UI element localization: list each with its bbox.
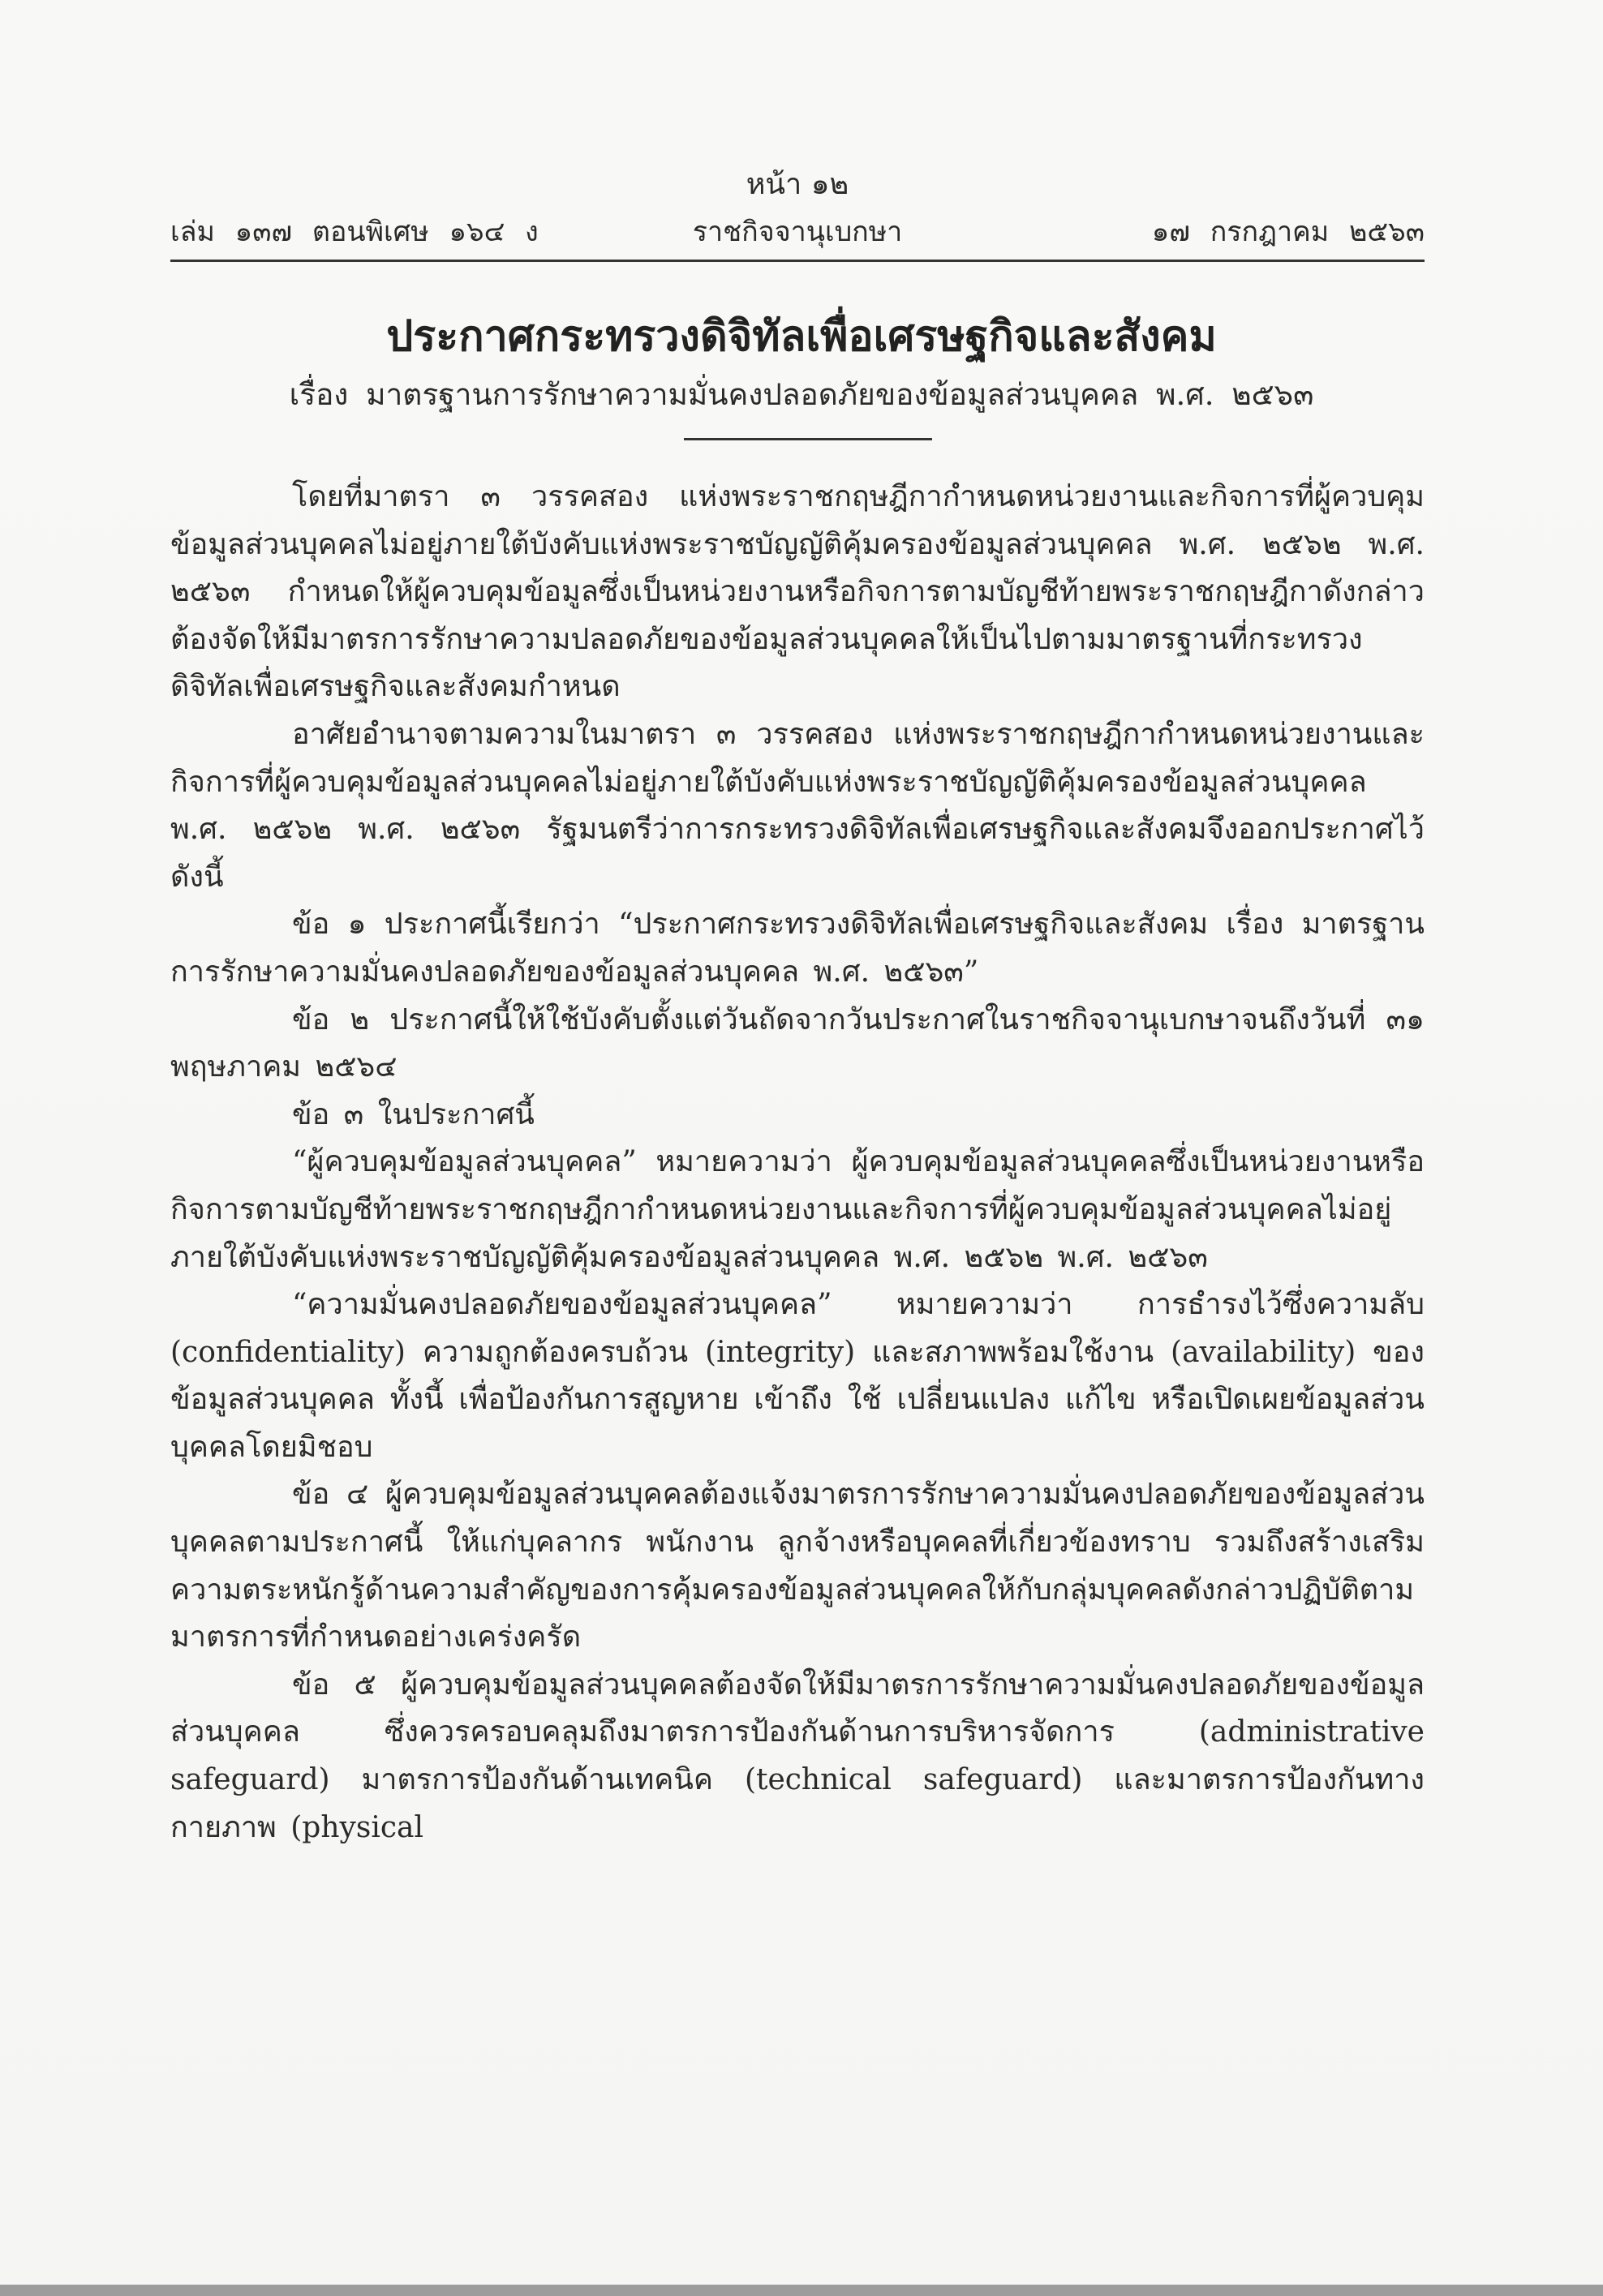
document-body bbox=[170, 474, 1425, 1852]
definition-data-security: “ความมั่นคงปลอดภัยของข้อมูลส่วนบุคคล” หมายความว่า การธำรงไว้ซึ่งความลับ (confidentiality) ความถูกต้องครบถ้วน (integrity) และสภาพพร้อมใช้งาน (availability) ของข้อมูลส่วนบุคคล ทั้งนี้ เพื่อป้องกันการสูญหาย เข้าถึง ใช้ เปลี่ยนแปลง แก้ไข หรือเปิดเผยข้อมูลส่วนบุคคลโดยมิชอบ bbox=[170, 1288, 1425, 1464]
clause-3: ข้อ ๓ ในประกาศนี้ bbox=[292, 1097, 535, 1131]
header-divider bbox=[170, 260, 1425, 262]
clause-1: ข้อ ๑ ประกาศนี้เรียกว่า “ประกาศกระทรวงดิจิทัลเพื่อเศรษฐกิจและสังคม เรื่อง มาตรฐานการรักษาความมั่นคงปลอดภัยของข้อมูลส่วนบุคคล พ.ศ. ๒๕๖๓” bbox=[170, 908, 1425, 989]
publication-name: ราชกิจจานุเบกษา bbox=[692, 216, 903, 248]
announcement-title: ประกาศกระทรวงดิจิทัลเพื่อเศรษฐกิจและสังคม bbox=[386, 311, 1217, 361]
clause-4: ข้อ ๔ ผู้ควบคุมข้อมูลส่วนบุคคลต้องแจ้งมาตรการรักษาความมั่นคงปลอดภัยของข้อมูลส่วนบุคคลตามประกาศนี้ ให้แก่บุคลากร พนักงาน ลูกจ้างหรือบุคคลที่เกี่ยวข้องทราบ รวมถึงสร้างเสริมความตระหนักรู้ด้านความสำคัญของการคุ้มครองข้อมูลส่วนบุคคลให้กับกลุ่มบุคคลดังกล่าวปฏิบัติตามมาตรการที่กำหนดอย่างเคร่งครัด bbox=[170, 1478, 1425, 1654]
authority-paragraph: อาศัยอำนาจตามความในมาตรา ๓ วรรคสอง แห่งพระราชกฤษฎีกากำหนดหน่วยงานและกิจการที่ผู้ควบคุมข้อมูลส่วนบุคคลไม่อยู่ภายใต้บังคับแห่งพระราชบัญญัติคุ้มครองข้อมูลส่วนบุคคล พ.ศ. ๒๕๖๒ พ.ศ. ๒๕๖๓ รัฐมนตรีว่าการกระทรวงดิจิทัลเพื่อเศรษฐกิจและสังคมจึงออกประกาศไว้ ดังนี้ bbox=[170, 717, 1425, 894]
header-row bbox=[170, 208, 1425, 256]
scan-bottom-edge bbox=[0, 2285, 1603, 2296]
gazette-header bbox=[170, 162, 1425, 256]
title-divider bbox=[684, 438, 932, 440]
clause-5: ข้อ ๕ ผู้ควบคุมข้อมูลส่วนบุคคลต้องจัดให้มีมาตรการรักษาความมั่นคงปลอดภัยของข้อมูลส่วนบุคคล ซึ่งควรครอบคลุมถึงมาตรการป้องกันด้านการบริหารจัดการ (administrative safeguard) มาตรการป้องกันด้านเทคนิค (technical safeguard) และมาตรการป้องกันทางกายภาพ (physical bbox=[170, 1667, 1425, 1844]
preamble-paragraph: โดยที่มาตรา ๓ วรรคสอง แห่งพระราชกฤษฎีกากำหนดหน่วยงานและกิจการที่ผู้ควบคุมข้อมูลส่วนบุคคลไม่อยู่ภายใต้บังคับแห่งพระราชบัญญัติคุ้มครองข้อมูลส่วนบุคคล พ.ศ. ๒๕๖๒ พ.ศ. ๒๕๖๓ กำหนดให้ผู้ควบคุมข้อมูลซึ่งเป็นหน่วยงานหรือกิจการตามบัญชีท้ายพระราชกฤษฎีกาดังกล่าวต้องจัดให้มีมาตรการรักษาความปลอดภัยของข้อมูลส่วนบุคคลให้เป็นไปตามมาตรฐานที่กระทรวงดิจิทัลเพื่อเศรษฐกิจและสังคมกำหนด bbox=[170, 480, 1425, 704]
definition-data-controller: “ผู้ควบคุมข้อมูลส่วนบุคคล” หมายความว่า ผู้ควบคุมข้อมูลส่วนบุคคลซึ่งเป็นหน่วยงานหรือกิจการตามบัญชีท้ายพระราชกฤษฎีกากำหนดหน่วยงานและกิจการที่ผู้ควบคุมข้อมูลส่วนบุคคลไม่อยู่ภายใต้บังคับแห่งพระราชบัญญัติคุ้มครองข้อมูลส่วนบุคคล พ.ศ. ๒๕๖๒ พ.ศ. ๒๕๖๓ bbox=[170, 1145, 1425, 1274]
publication-date: ๑๗ กรกฎาคม ๒๕๖๓ bbox=[1151, 216, 1425, 248]
page-number: หน้า ๑๒ bbox=[746, 168, 849, 201]
volume-issue: เล่ม ๑๓๗ ตอนพิเศษ ๑๖๔ ง bbox=[170, 216, 539, 248]
clause-2: ข้อ ๒ ประกาศนี้ให้ใช้บังคับตั้งแต่วันถัดจากวันประกาศในราชกิจจานุเบกษาจนถึงวันที่ ๓๑ พฤษภาคม ๒๕๖๔ bbox=[170, 1002, 1425, 1084]
announcement-subtitle: เรื่อง มาตรฐานการรักษาความมั่นคงปลอดภัยของข้อมูลส่วนบุคคล พ.ศ. ๒๕๖๓ bbox=[289, 377, 1314, 412]
